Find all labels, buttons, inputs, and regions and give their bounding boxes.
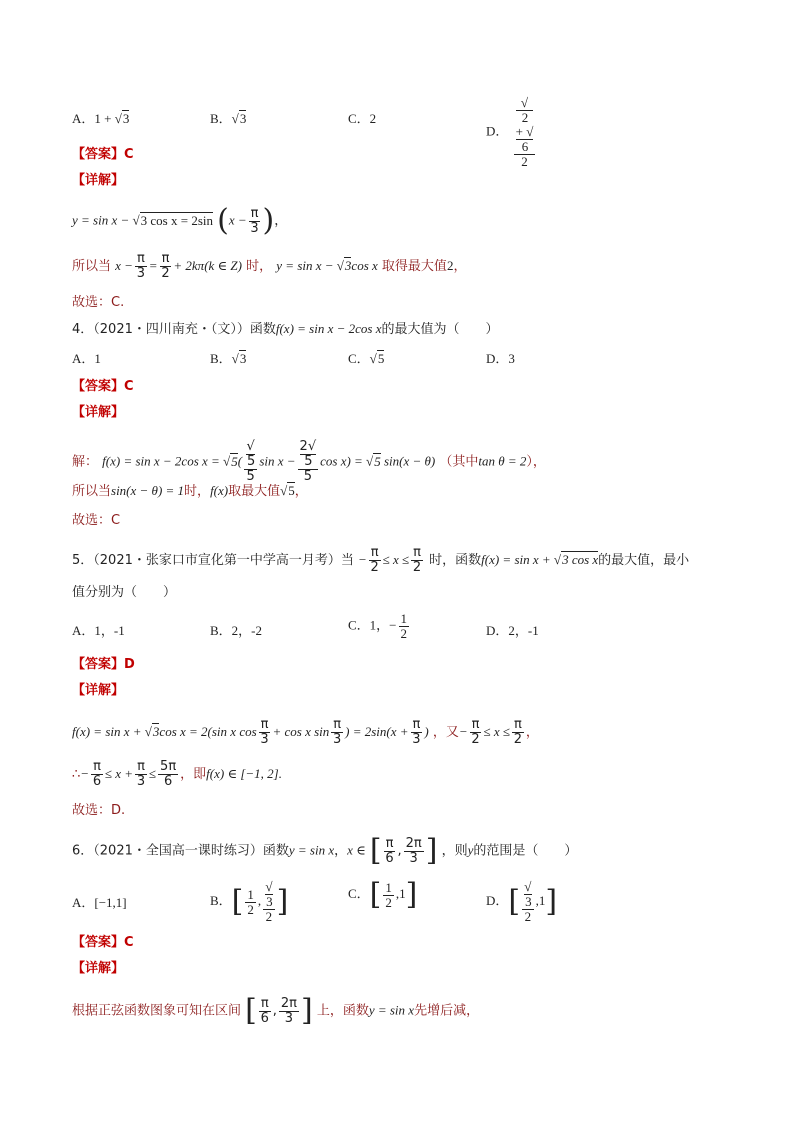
q4-solution-line2: 所以当sin(x − θ) = 1时，f(x)取最大值√5，	[72, 483, 308, 499]
q4-answer: 【答案】C	[72, 379, 134, 394]
q4-detail-label: 【详解】	[72, 405, 125, 420]
q3-option-b: B．√3	[210, 111, 247, 126]
q4-option-b: B．√3	[210, 351, 247, 366]
q4-choose: 故选：C	[72, 513, 121, 528]
q3-option-a: A．1 + √3	[72, 111, 130, 126]
q5-choose: 故选：D.	[72, 803, 126, 818]
q5-answer: 【答案】D	[72, 657, 135, 672]
q5-solution-line2: ∴− $\frac{\pi}{6}$ ≤ x + $\frac{\pi}{3}$ ≤ $\frac{5\pi}{6}$ ，即f(x) ∈ [−1, 2].	[72, 759, 282, 789]
q6-option-a: A．[−1,1]	[72, 895, 127, 910]
q5-stem-line2: 值分别为（ ）	[72, 585, 177, 600]
q6-option-b: B．[ $\frac{1}{2}$ , √ 3 2 ]	[210, 879, 289, 924]
q5-option-a: A．1，-1	[72, 623, 125, 638]
q6-option-d: D．[ √ 3 2 ,1]	[486, 879, 558, 924]
q6-answer: 【答案】C	[72, 935, 134, 950]
q3-choose: 故选：C.	[72, 295, 125, 310]
q3-solution-line1: y = sin x − √3 cos x = 2sin (x − $\frac{\pi}{3}$ )，	[72, 203, 288, 238]
q4-solution-line1: 解： f(x) = sin x − 2cos x = √5( √ 5 5 sin x − 2√ 5 5 cos x) = √5 sin(x − θ) （其中tan θ = 2），	[72, 439, 546, 484]
q6-solution-line1: 根据正弦函数图象可知在区间 [ $\frac{\pi}{6}$ , $\frac{2\pi}{3}$ ] 上，函数y = sin x先增后减，	[72, 993, 480, 1028]
q5-solution-line1: f(x) = sin x + √3cos x = 2(sin x cos $\frac{\pi}{3}$ + cos x sin $\frac{\pi}{3}$ ) = 2sin(x + $\frac{\pi}{3}$ ) ，又− $\frac{\pi}{2}$ ≤ x ≤ $\frac{\pi}{2}$ ，	[72, 717, 539, 747]
q4-option-a: A．1	[72, 351, 101, 366]
q4-stem: 4．（2021・四川南充・（文））函数f(x) = sin x − 2cos x的最大值为（ ）	[72, 321, 499, 337]
q3-option-c: C．2	[348, 111, 377, 126]
q6-stem: 6．（2021・全国高一课时练习）函数y = sin x，x ∈ [ $\frac{\pi}{6}$ , $\frac{2\pi}{3}$ ] ，则y的范围是（ ）	[72, 833, 578, 868]
q3-solution-line2: 所以当 x − $\frac{\pi}{3}$ = $\frac{\pi}{2}$ + 2kπ(k ∈ Z) 时， y = sin x − √3cos x 取得最大值2，	[72, 251, 467, 281]
q6-detail-label: 【详解】	[72, 961, 125, 976]
q3-option-d: D． √ 2 + √ 6 2	[486, 95, 534, 169]
q5-option-d: D．2，-1	[486, 623, 539, 638]
q5-detail-label: 【详解】	[72, 683, 125, 698]
q5-stem-line1: 5．（2021・张家口市宣化第一中学高一月考）当 − $\frac{\pi}{2}$ ≤ x ≤ $\frac{\pi}{2}$ 时，函数f(x) = sin x + √3 cos x的最大值，最小	[72, 545, 690, 575]
q5-option-c: C．1，− $\frac{1}{2}$	[348, 611, 408, 641]
q6-option-c: C．[ $\frac{1}{2}$ ,1]	[348, 877, 418, 912]
q3-answer: 【答案】C	[72, 147, 134, 162]
q4-option-d: D．3	[486, 351, 515, 366]
q5-option-b: B．2，-2	[210, 623, 263, 638]
q4-option-c: C．√5	[348, 351, 385, 366]
q3-detail-label: 【详解】	[72, 173, 125, 188]
